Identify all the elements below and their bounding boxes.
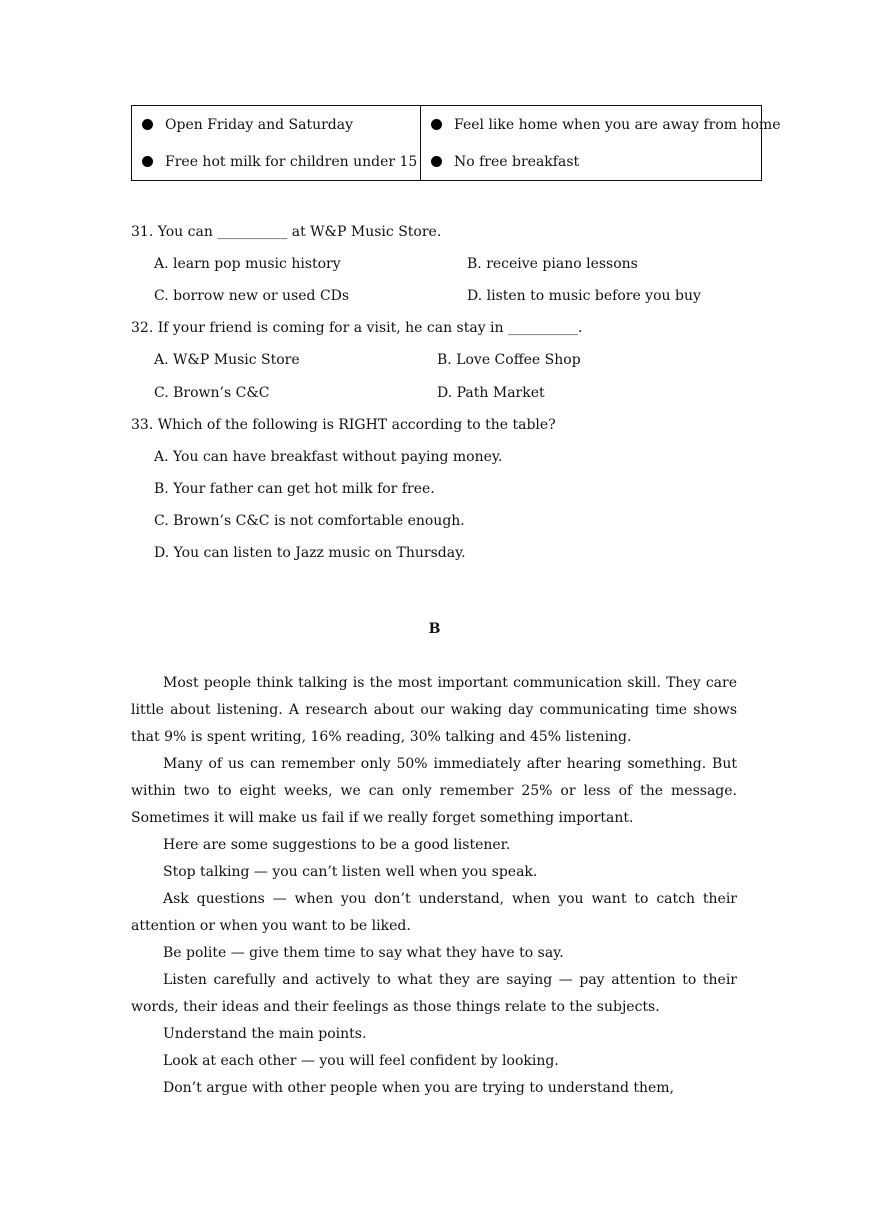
question-33-option-d: D. You can listen to Jazz music on Thursday. — [154, 545, 466, 561]
passage-paragraph: Ask questions — when you don’t understand, when you want to catch their attention or when you want to be liked. — [131, 891, 737, 934]
bullet-icon — [431, 156, 442, 167]
question-32-option-a: A. W&P Music Store — [154, 352, 300, 368]
passage — [131, 670, 737, 1102]
question-33-option-b: B. Your father can get hot milk for free. — [154, 481, 435, 497]
passage-paragraph: Be polite — give them time to say what they have to say. — [163, 945, 564, 961]
table-item — [421, 106, 781, 143]
passage-paragraph: Look at each other — you will feel confident by looking. — [163, 1053, 559, 1069]
table-item-text: Open Friday and Saturday — [165, 116, 354, 133]
table-item-text: No free breakfast — [454, 153, 580, 170]
table-cell-right — [421, 106, 781, 181]
passage-paragraph: Don’t argue with other people when you are trying to understand them, — [163, 1080, 675, 1096]
passage-paragraph: Many of us can remember only 50% immediately after hearing something. But within two to eight weeks, we can only remember 25% or less of the message. Sometimes it will make us fail if we really forget something important. — [131, 756, 737, 826]
table-item-text: Feel like home when you are away from home — [454, 116, 781, 133]
bullet-icon — [142, 119, 153, 130]
bullet-icon — [142, 156, 153, 167]
question-32-option-d: D. Path Market — [437, 385, 545, 401]
passage-paragraph: Most people think talking is the most important communication skill. They care little about listening. A research about our waking day communicating time shows that 9% is spent writing, 16% reading, 30% talking and 45% listening. — [131, 675, 737, 745]
question-31-stem: 31. You can __________ at W&P Music Store. — [131, 224, 442, 240]
table-item-text: Free hot milk for children under 15 — [165, 153, 418, 170]
question-33-stem: 33. Which of the following is RIGHT according to the table? — [131, 417, 556, 433]
question-33-option-c: C. Brown’s C&C is not comfortable enough. — [154, 513, 465, 529]
passage-paragraph: Here are some suggestions to be a good listener. — [163, 837, 511, 853]
passage-paragraph: Stop talking — you can’t listen well when you speak. — [163, 864, 538, 880]
table-item — [132, 106, 420, 143]
question-31-option-a: A. learn pop music history — [154, 256, 341, 272]
question-31-option-d: D. listen to music before you buy — [467, 288, 701, 304]
passage-paragraph: Understand the main points. — [163, 1026, 367, 1042]
info-table — [131, 105, 781, 181]
table-item — [132, 143, 420, 180]
question-31-option-c: C. borrow new or used CDs — [154, 288, 350, 304]
passage-paragraph: Listen carefully and actively to what they are saying — pay attention to their words, their ideas and their feelings as those things relate to the subjects. — [131, 972, 737, 1015]
question-32-option-c: C. Brown’s C&C — [154, 385, 270, 401]
question-32-option-b: B. Love Coffee Shop — [437, 352, 581, 368]
section-b-title: B — [428, 621, 441, 637]
question-32-stem: 32. If your friend is coming for a visit, he can stay in __________. — [131, 320, 583, 336]
question-31-option-b: B. receive piano lessons — [467, 256, 638, 272]
question-33-option-a: A. You can have breakfast without paying money. — [154, 449, 503, 465]
table-item — [421, 143, 761, 180]
bullet-icon — [431, 119, 442, 130]
table-cell-left — [132, 106, 421, 181]
